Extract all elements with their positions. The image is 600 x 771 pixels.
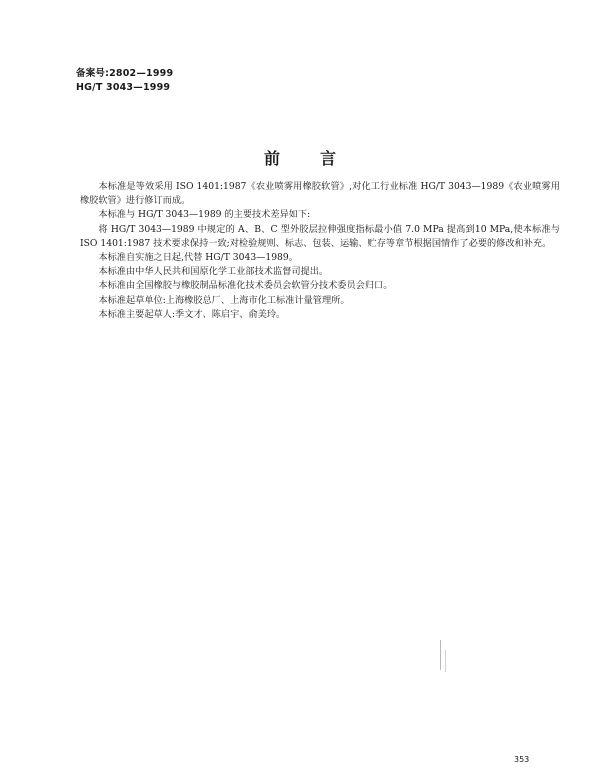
scan-artifact: [445, 650, 446, 672]
paragraph-differences-detail: 将 HG/T 3043—1989 中规定的 A、B、C 型外胶层拉伸强度指标最小值 7.0 MPa 提高到10 MPa,使本标准与 ISO 1401:1987 技术要求保持一致;对检验规则、标志、包装、运输、贮存等章节根据国情作了必要的修改和补充。: [80, 223, 560, 249]
paragraph-proposer: 本标准由中华人民共和国原化学工业部技术监督司提出。: [98, 266, 329, 278]
paragraph-responsible-committee: 本标准由全国橡胶与橡胶制品标准化技术委员会软管分技术委员会归口。: [98, 280, 393, 292]
foreword-body: [80, 180, 560, 322]
paragraph-drafting-units: 本标准起草单位:上海橡胶总厂、上海市化工标准计量管理所。: [98, 294, 350, 306]
filing-number: 备案号:2802—1999: [76, 68, 174, 79]
scan-artifact: [440, 640, 441, 670]
standard-code: HG/T 3043—1999: [76, 82, 171, 93]
paragraph-adoption: 本标准是等效采用 ISO 1401:1987《农业喷雾用橡胶软管》,对化工行业标准 HG/T 3043—1989《农业喷雾用橡胶软管》进行修订而成。: [80, 181, 560, 207]
page-title-char-2: 言: [320, 149, 337, 168]
paragraph-replacement: 本标准自实施之日起,代替 HG/T 3043—1989。: [98, 252, 298, 264]
paragraph-differences-intro: 本标准与 HG/T 3043—1989 的主要技术差异如下:: [98, 209, 311, 221]
page-number: 353: [514, 755, 530, 764]
page-title-char-1: 前: [263, 149, 280, 168]
page-title: [0, 146, 600, 169]
standard-header: [76, 67, 173, 95]
paragraph-drafters: 本标准主要起草人:季文才、陈启宇、俞美玲。: [98, 308, 286, 320]
